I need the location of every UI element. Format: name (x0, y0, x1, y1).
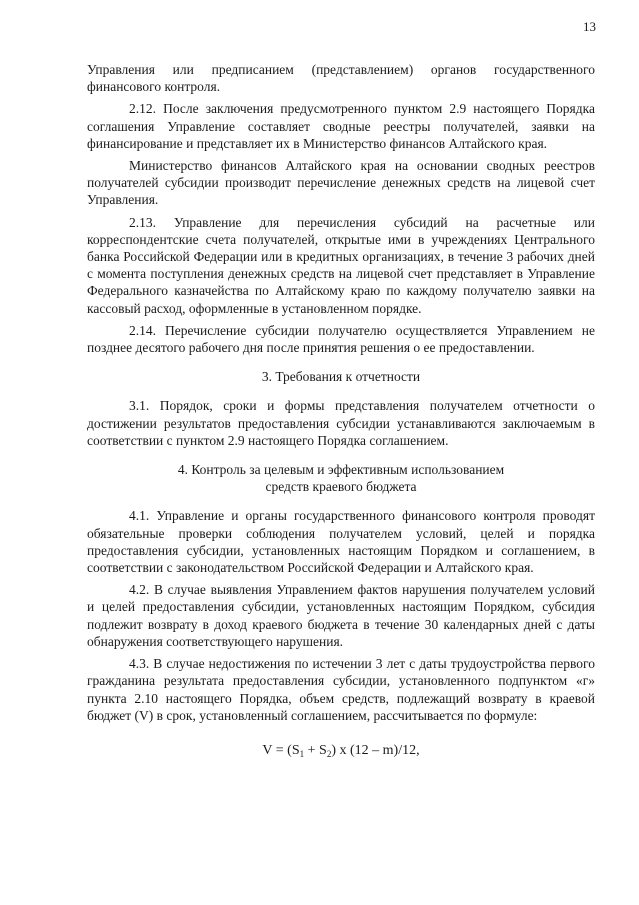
formula-subscript-1: 1 (299, 748, 305, 759)
paragraph-4-3: 4.3. В случае недостижения по истечении 3 лет с даты трудоустройства первого гражданина результата предоставления субсидии, установленного подпунктом «г» пункта 2.10 настоящего Порядка, объем средств, подлежащий возврату в краевой бюджет (V) в срок, установленный соглашением, рассчитывается по формуле: (87, 656, 595, 723)
formula (87, 742, 595, 759)
formula-plus: + S (304, 742, 327, 758)
page-number: 13 (583, 19, 596, 34)
formula-rest: ) x (12 – m)/12, (331, 742, 420, 758)
formula-subscript-2: 2 (326, 748, 332, 759)
document-body (87, 61, 595, 759)
section-4-title-line1: 4. Контроль за целевым и эффективным использованием (177, 462, 505, 478)
paragraph-continuation: Управления или предписанием (представлением) органов государственного финансового контроля. (87, 62, 595, 95)
paragraph-4-1: 4.1. Управление и органы государственного финансового контроля проводят обязательные проверки соблюдения получателем условий, целей и порядка предоставления субсидии, установленных настоящим Порядком и соглашением, в соответствии с законодательством Российской Федерации и Алтайского края. (87, 508, 595, 576)
section-4-title-line2: средств краевого бюджета (265, 479, 417, 495)
section-4-heading (87, 461, 595, 495)
paragraph-2-13: 2.13. Управление для перечисления субсидий на расчетные или корреспондентские счета получателей, открытые ими в учреждениях Центрального банка Российской Федерации или в кредитных организациях, в течение 3 рабочих дней с момента поступления денежных средств на лицевой счет представляет в Управление Федерального казначейства по Алтайскому краю по каждому получателю заявки на кассовый расход, оформленные в установленном порядке. (87, 214, 595, 316)
paragraph-4-2: 4.2. В случае выявления Управлением фактов нарушения получателем условий и целей предоставления субсидии, установленных настоящим Порядком, субсидия подлежит возврату в доход краевого бюджета в течение 30 календарных дней с даты обнаружения соответствующего нарушения. (87, 582, 595, 649)
paragraph-3-1: 3.1. Порядок, сроки и формы представления получателем отчетности о достижении результатов предоставления субсидии устанавливаются заключаемым в соответствии с пунктом 2.9 настоящего Порядка соглашением. (87, 398, 595, 448)
section-3-title: 3. Требования к отчетности (261, 369, 421, 385)
section-3-heading (87, 368, 595, 385)
paragraph-2-14: 2.14. Перечисление субсидии получателю осуществляется Управлением не позднее десятого рабочего дня после принятия решения о ее предоставлении. (87, 322, 595, 356)
formula-lhs: V = (S (262, 742, 300, 758)
paragraph-ministry: Министерство финансов Алтайского края на основании сводных реестров получателей субсидии производит перечисление денежных средств на лицевой счет Управления. (87, 158, 595, 208)
paragraph-2-12: 2.12. После заключения предусмотренного пунктом 2.9 настоящего Порядка соглашения Управление составляет сводные реестры получателей, заявки на финансирование и представляет их в Министерство финансов Алтайского края. (87, 101, 595, 151)
